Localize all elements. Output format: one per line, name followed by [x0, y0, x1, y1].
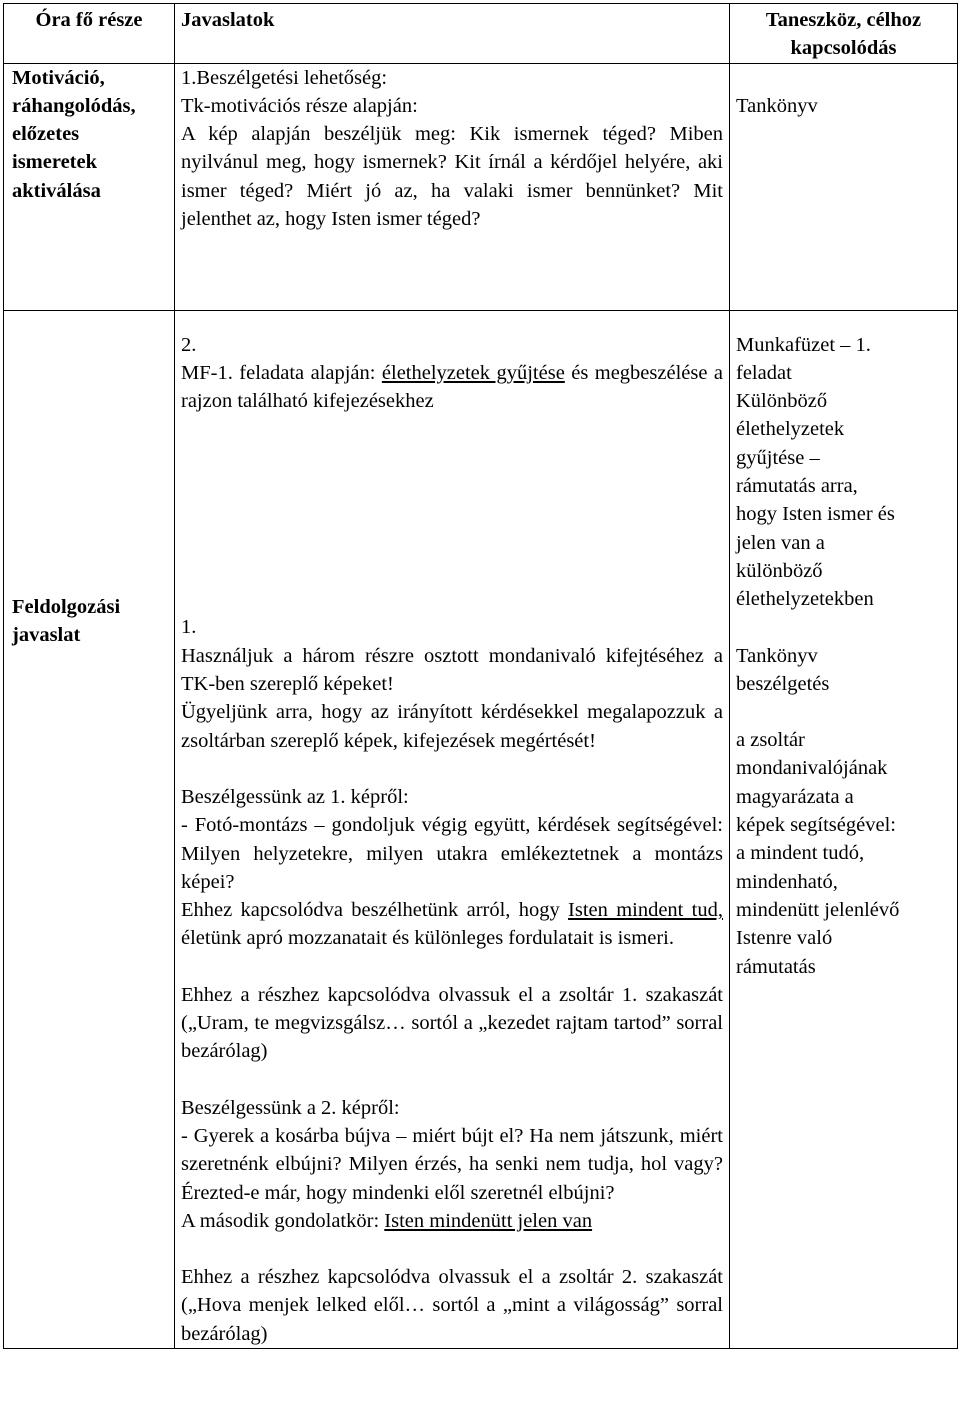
- table-row-processing: [4, 310, 958, 1348]
- lesson-plan-table: [3, 3, 958, 1349]
- tools-motivation: Tankönyv: [730, 63, 958, 310]
- suggestions-motivation: 1.Beszélgetési lehetőség: Tk-motivációs része alapján: A kép alapján beszéljük meg: Kik ismernek téged? Miben nyilvánul meg, hogy ismernek? Kit írnál a kérdőjel helyére, aki ismer téged? Miért jó az, ha valaki ismer bennünket? Mit jelenthet az, hogy Isten ismer téged?: [175, 63, 730, 310]
- talk-heading: 1.Beszélgetési lehetőség:: [181, 66, 388, 89]
- psalm-part1-reading: Ehhez a részhez kapcsolódva olvassuk el a zsoltár 1. szakaszát („Uram, te megvizsgálsz… sortól a „kezedet rajtam tartod” sorral bezárólag): [181, 983, 723, 1063]
- tools-processing: Munkafüzet – 1. feladat Különböző élethelyzetek gyűjtése – rámutatás arra, hogy Isten ismer és jelen van a különböző élethelyzetekben Tankönyv beszélgetés a zsoltár mondanivalójának magyarázata a képek segítségével: a mindent tudó, mindenható, mindenütt jelenlévő Istenre való rámutatás: [730, 310, 958, 1348]
- section-processing: Feldolgozási javaslat: [4, 310, 175, 1348]
- task-mf1: MF-1. feladata alapján: élethelyzetek gyűjtése és megbeszélése a rajzon található kifejezésekhez: [181, 361, 723, 413]
- table-row-motivation: [4, 63, 958, 310]
- motivation-questions: A kép alapján beszéljük meg: Kik ismernek téged? Miben nyilvánul meg, hogy ismernek? Kit írnál a kérdőjel helyére, aki ismer téged? Miért jó az, ha valaki ismer bennünket? Mit jelenthet az, hogy Isten ismer téged?: [181, 123, 723, 231]
- header-col-tools: Taneszköz, célhoz kapcsolódás: [730, 4, 958, 64]
- table-header-row: [4, 4, 958, 64]
- header-col-section: Óra fő része: [4, 4, 175, 64]
- section-motivation: Motiváció, ráhangolódás, előzetes ismeretek aktiválása: [4, 63, 175, 310]
- header-col-suggestions: Javaslatok: [175, 4, 730, 64]
- psalm-part2-reading: Ehhez a részhez kapcsolódva olvassuk el a zsoltár 2. szakaszát („Hova menjek lelked elől… sortól a „mint a világosság” sorral bezárólag): [181, 1266, 723, 1345]
- suggestions-processing: 2. MF-1. feladata alapján: élethelyzetek gyűjtése és megbeszélése a rajzon található kifejezésekhez 1. Használjuk a három részre osztott mondanivaló kifejtéséhez a TK-ben szereplő képeket! Ügyeljünk arra, hogy az irányított kérdésekkel megalapozzuk a zsoltárban szereplő képek, kifejezések megértését! Beszélgessünk az 1. képről: - Fotó-montázs – gondoljuk végig együtt, kérdések segítségével: Milyen helyzetekre, milyen utakra emlékeztetnek a montázs képei? Ehhez kapcsolódva beszélhetünk arról, hogy Isten mindent tud, életünk apró mozzanatait és különleges fordulatait is ismeri. Ehhez a részhez kapcsolódva olvassuk el a zsoltár 1. szakaszát („Uram, te megvizsgálsz… sortól a „kezedet rajtam tartod” sorral bezárólag) Beszélgessünk a 2. képről: - Gyerek a kosárba bújva – miért bújt el? Ha nem játszunk, miért szeretnénk elbújni? Milyen érzés, ha senki nem tudja, hol vagy? Érezted-e már, hogy mindenki elől szeretnél elbújni? A második gondolatkör: Isten mindenütt jelen van Ehhez a részhez kapcsolódva olvassuk el a zsoltár 2. szakaszát („Hova menjek lelked elől… sortól a „mint a világosság” sorral bezárólag): [175, 310, 730, 1348]
